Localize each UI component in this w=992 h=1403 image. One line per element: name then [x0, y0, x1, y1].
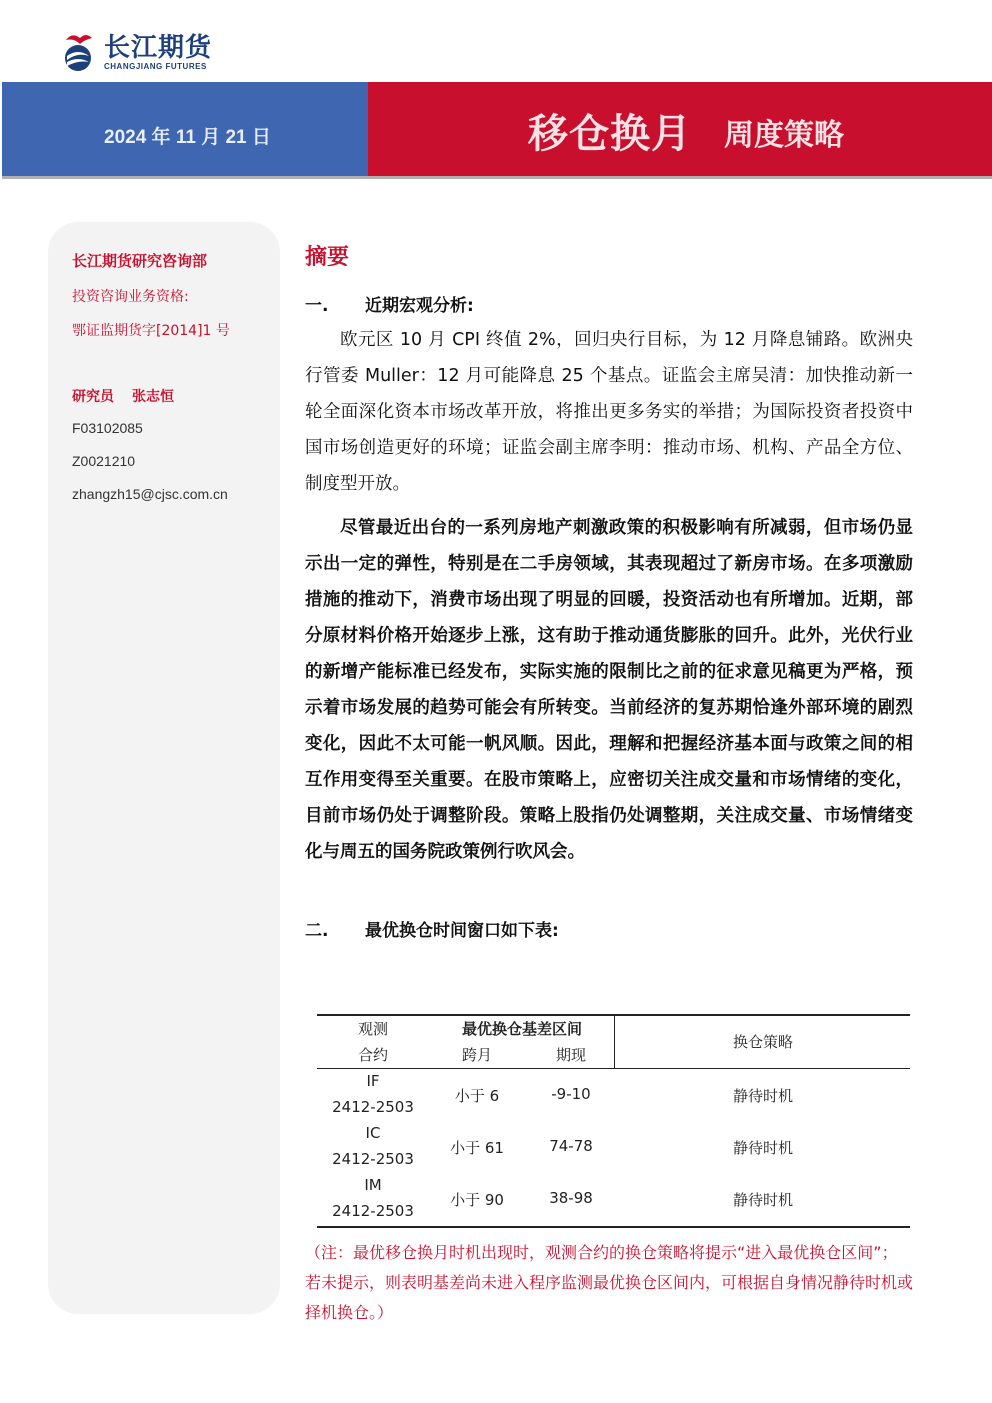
table-header-divider	[614, 1016, 615, 1068]
report-date: 2024 年 11 月 21 日	[104, 127, 271, 148]
company-logo	[58, 30, 212, 74]
logo-cn-text: 长江期货	[104, 32, 213, 63]
report-title: 移仓换月	[528, 111, 692, 157]
section-1-heading	[305, 291, 913, 316]
sidebar-f-code: F03102085	[72, 420, 143, 436]
header-basis-range: 最优换仓基差区间	[461, 1020, 582, 1038]
header-observe: 观测	[357, 1020, 388, 1038]
banner-divider	[2, 176, 992, 179]
header-contract: 合约	[357, 1046, 388, 1064]
section-2-number: 二.	[305, 921, 329, 941]
sidebar-email[interactable]: zhangzh15@cjsc.com.cn	[72, 486, 228, 502]
row-2-contract: 2412-2503	[332, 1150, 414, 1168]
report-subtitle: 周度策略	[724, 118, 844, 153]
researcher-role: 研究员	[72, 389, 114, 405]
sidebar-dept: 长江期货研究咨询部	[72, 252, 208, 270]
header-banner	[0, 82, 992, 176]
sidebar-researcher	[72, 386, 192, 406]
section-2-title: 最优换仓时间窗口如下表:	[365, 921, 559, 941]
row-2-cross: 小于 61	[450, 1139, 504, 1157]
header-cross-month: 跨月	[461, 1046, 492, 1064]
row-3-contract: 2412-2503	[332, 1202, 414, 1220]
row-3-strategy: 静待时机	[732, 1191, 793, 1209]
researcher-name: 张志恒	[132, 389, 174, 405]
table-footnote: （注：最优移仓换月时机出现时，观测合约的换仓策略将提示“进入最优换仓区间”；若未提示，则表明基差尚未进入程序监测最优换仓区间内，可根据自身情况静待时机或择机换仓。）	[305, 1243, 914, 1322]
section-1-number: 一.	[305, 296, 329, 316]
main-content	[305, 240, 913, 941]
header-strategy: 换仓策略	[732, 1033, 793, 1051]
row-1-cross: 小于 6	[454, 1087, 500, 1105]
row-3-spot: 38-98	[549, 1189, 593, 1207]
sidebar-z-code: Z0021210	[72, 453, 136, 469]
row-3-code: IM	[364, 1176, 382, 1194]
section-2-heading	[305, 916, 913, 941]
header-spot-futures: 期现	[555, 1046, 586, 1064]
sidebar-license: 鄂证监期货字[2014]1 号	[72, 323, 230, 339]
macro-paragraph-2: 尽管最近出台的一系列房地产刺激政策的积极影响有所减弱，但市场仍显示出一定的弹性，特别是在二手房领域，其表现超过了新房市场。在多项激励措施的推动下，消费市场出现了明显的回暖，投资活动也有所增加。近期，部分原材料价格开始逐步上涨，这有助于推动通货膨胀的回升。此外，光伏行业的新增产能标准已经发布，实际实施的限制比之前的征求意见稿更为严格，预示着市场发展的趋势可能会有所转变。当前经济的复苏期恰逢外部环境的剧烈变化，因此不太可能一帆风顺。因此，理解和把握经济基本面与政策之间的相互作用变得至关重要。在股市策略上，应密切关注成交量和市场情绪的变化，目前市场仍处于调整阶段。策略上股指仍处调整期，关注成交量、市场情绪变化与周五的国务院政策例行吹风会。	[305, 518, 913, 862]
row-1-strategy: 静待时机	[732, 1087, 793, 1105]
row-1-contract: 2412-2503	[332, 1098, 414, 1116]
logo-emblem-icon	[58, 30, 98, 74]
row-1-spot: -9-10	[551, 1085, 591, 1103]
abstract-heading: 摘要	[305, 245, 350, 270]
table-bottom-rule	[317, 1226, 910, 1228]
banner-blue-panel	[2, 82, 368, 176]
macro-paragraph-1: 欧元区 10 月 CPI 终值 2%，回归央行目标，为 12 月降息铺路。欧洲央行管委 Muller：12 月可能降息 25 个基点。证监会主席吴清：加快推动新一轮全面深化资本市场改革开放，将推出更多务实的举措；为国际投资者投资中国市场创造更好的环境；证监会副主席李明：推动市场、机构、产品全方位、制度型开放。	[305, 330, 913, 494]
row-3-cross: 小于 90	[450, 1191, 504, 1209]
row-2-spot: 74-78	[549, 1137, 593, 1155]
banner-red-panel	[368, 82, 992, 176]
sidebar-qualification: 投资咨询业务资格:	[72, 289, 189, 305]
author-sidebar	[48, 222, 280, 1314]
section-1-title: 近期宏观分析:	[365, 296, 474, 316]
row-2-strategy: 静待时机	[732, 1139, 793, 1157]
row-2-code: IC	[365, 1124, 381, 1142]
logo-en-text: CHANGJIANG FUTURES	[104, 61, 207, 71]
table-header-rule	[317, 1068, 910, 1069]
row-1-code: IF	[366, 1072, 380, 1090]
